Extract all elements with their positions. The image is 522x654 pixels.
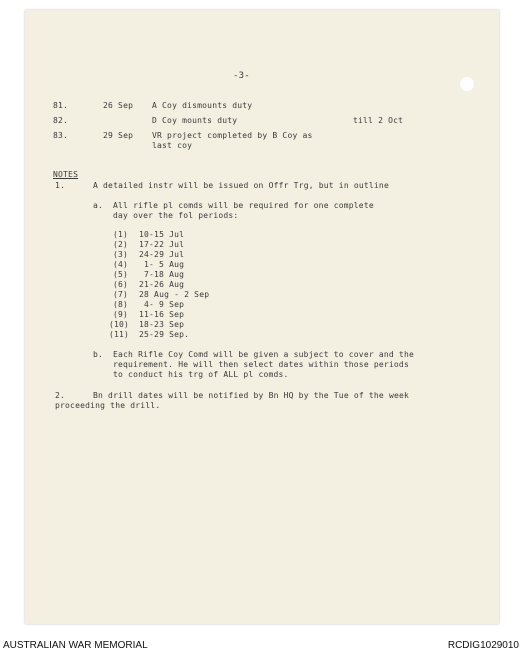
period-number: (11) bbox=[109, 330, 130, 339]
note-text: A detailed instr will be issued on Offr Trg, but in outline bbox=[93, 181, 389, 190]
entry-date: 26 Sep bbox=[103, 101, 134, 110]
period-range: 1- 5 Aug bbox=[144, 260, 185, 269]
notes-heading: NOTES bbox=[53, 170, 79, 179]
sub-item-text: requirement. He will then select dates within those periods bbox=[113, 360, 409, 369]
note-text: proceeding the drill. bbox=[55, 401, 161, 410]
period-number: (9) bbox=[113, 310, 129, 319]
period-range: 7-18 Aug bbox=[144, 270, 185, 279]
period-range: 24-29 Jul bbox=[139, 250, 185, 259]
period-number: (1) bbox=[113, 230, 129, 239]
sub-item-label: b. bbox=[93, 350, 104, 359]
entry-date: 29 Sep bbox=[103, 131, 134, 140]
period-range: 4- 9 Sep bbox=[144, 300, 185, 309]
period-range: 21-26 Aug bbox=[139, 280, 185, 289]
period-number: (6) bbox=[113, 280, 129, 289]
period-range: 18-23 Sep bbox=[139, 320, 185, 329]
entry-text: D Coy mounts duty bbox=[152, 116, 238, 125]
sub-item-text: to conduct his trg of ALL pl comds. bbox=[113, 370, 289, 379]
period-number: (4) bbox=[113, 260, 129, 269]
entry-extra: till 2 Oct bbox=[353, 116, 404, 125]
period-number: (2) bbox=[113, 240, 129, 249]
period-number: (7) bbox=[113, 290, 129, 299]
sub-item-text: All rifle pl comds will be required for one complete bbox=[113, 201, 374, 210]
period-range: 11-16 Sep bbox=[139, 310, 185, 319]
period-range: 10-15 Jul bbox=[139, 230, 185, 239]
sub-item-label: a. bbox=[93, 201, 104, 210]
page-number: -3- bbox=[233, 71, 250, 81]
period-range: 17-22 Jul bbox=[139, 240, 185, 249]
footer-source: AUSTRALIAN WAR MEMORIAL bbox=[3, 640, 148, 651]
punch-hole bbox=[460, 77, 474, 91]
note-number: 1. bbox=[55, 181, 66, 190]
entry-number: 81. bbox=[53, 101, 69, 110]
sub-item-text: Each Rifle Coy Comd will be given a subject to cover and the bbox=[113, 350, 414, 359]
entry-number: 83. bbox=[53, 131, 69, 140]
entry-text: A Coy dismounts duty bbox=[152, 101, 253, 110]
period-number: (10) bbox=[109, 320, 130, 329]
entry-number: 82. bbox=[53, 116, 69, 125]
note-text: Bn drill dates will be notified by Bn HQ by the Tue of the week bbox=[93, 391, 410, 400]
period-number: (3) bbox=[113, 250, 129, 259]
period-number: (5) bbox=[113, 270, 129, 279]
entry-text-continued: last coy bbox=[152, 141, 193, 150]
sub-item-text: day over the fol periods: bbox=[113, 211, 239, 220]
period-range: 25-29 Sep. bbox=[139, 330, 190, 339]
document-page bbox=[25, 10, 499, 624]
entry-text: VR project completed by B Coy as bbox=[152, 131, 313, 140]
note-number: 2. bbox=[55, 391, 66, 400]
footer-id: RCDIG1029010 bbox=[447, 640, 519, 651]
period-range: 28 Aug - 2 Sep bbox=[139, 290, 210, 299]
period-number: (8) bbox=[113, 300, 129, 309]
archive-footer bbox=[0, 636, 522, 654]
